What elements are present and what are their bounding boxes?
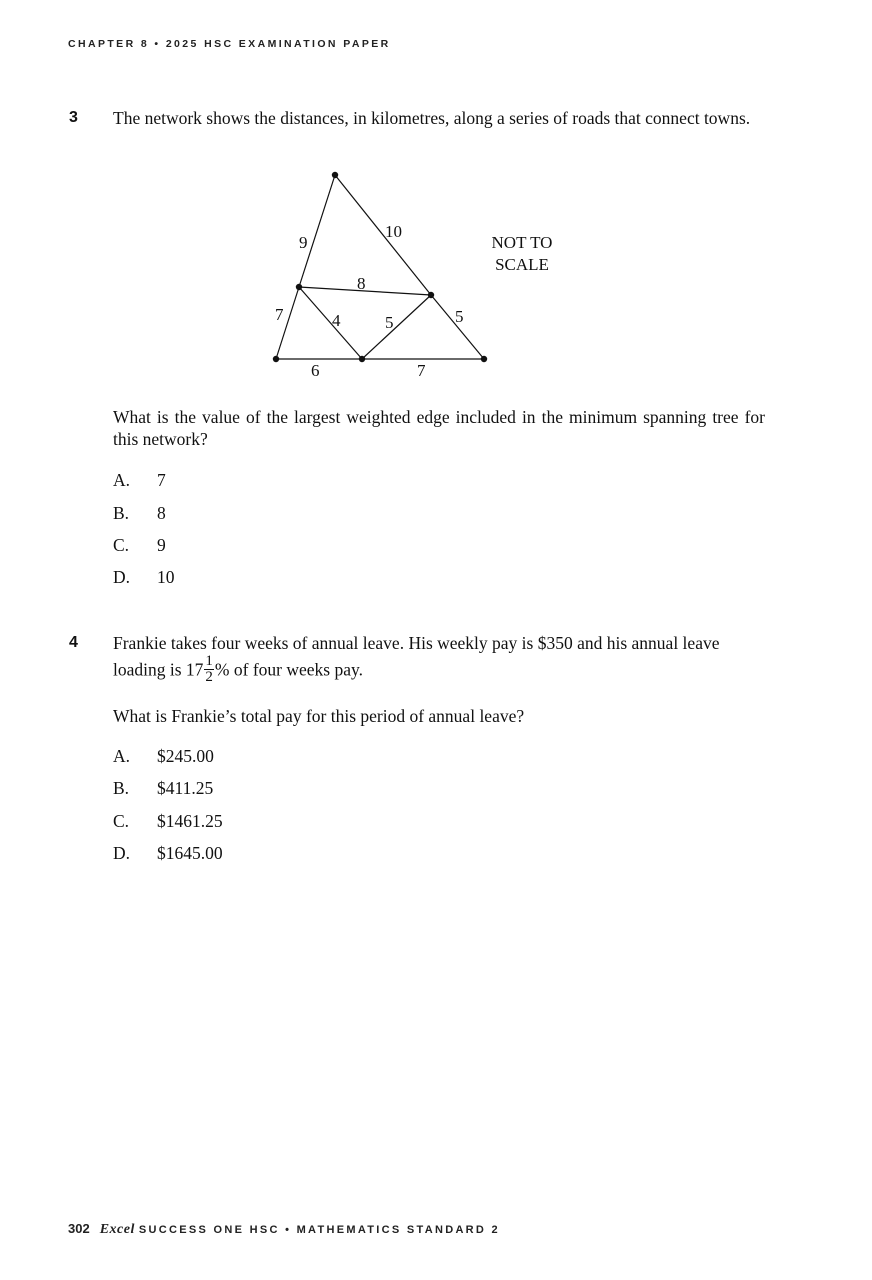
question-4-option-c[interactable]: [113, 811, 223, 832]
node-bottom-middle: [359, 356, 365, 362]
edge-label-middle: 8: [357, 274, 366, 293]
fraction-one-half: $\frac{1}{2}$: [205, 653, 213, 685]
loading-text-after: % of four weeks pay.: [214, 659, 363, 680]
option-label: B.: [113, 778, 130, 798]
not-to-scale-line1: NOT TO: [491, 233, 553, 252]
running-footer: [68, 1221, 500, 1238]
question-3-option-c[interactable]: [113, 535, 166, 556]
option-value: 10: [157, 567, 175, 587]
option-label: D.: [113, 843, 131, 863]
node-bottom-right: [481, 356, 487, 362]
question-3-prompt: What is the value of the largest weighted edge included in the minimum spanning tree for this network?: [113, 407, 765, 449]
edge-label-inner-left: 4: [332, 311, 341, 330]
question-3-option-b[interactable]: [113, 503, 166, 524]
book-title: SUCCESS ONE HSC • MATHEMATICS STANDARD 2: [138, 1224, 500, 1236]
question-3-stem: The network shows the distances, in kilometres, along a series of roads that connect towns.: [113, 108, 751, 128]
page-number: 302: [68, 1221, 90, 1236]
option-label: D.: [113, 567, 131, 587]
loading-text-before: loading is 17: [113, 659, 204, 680]
edge-label-top-right: 10: [385, 222, 402, 241]
edge-label-lower-left: 7: [275, 305, 284, 324]
edge-inner-left: [299, 287, 362, 359]
node-bottom-left: [273, 356, 279, 362]
option-value: $1645.00: [157, 843, 223, 863]
option-label: C.: [113, 811, 130, 831]
option-value: 7: [157, 470, 166, 490]
option-label: C.: [113, 535, 130, 555]
node-right: [428, 292, 434, 298]
network-diagram: [255, 160, 575, 385]
question-3-option-a[interactable]: [113, 470, 166, 491]
edge-top-right: [335, 175, 431, 295]
edge-top-left: [299, 175, 335, 287]
option-label: B.: [113, 503, 130, 523]
node-left: [296, 284, 302, 290]
edge-label-top-left: 9: [299, 233, 308, 252]
question-3-number: 3: [69, 109, 78, 126]
option-value: 9: [157, 535, 166, 555]
option-value: $1461.25: [157, 811, 223, 831]
edge-inner-right: [362, 295, 431, 359]
not-to-scale-line2: SCALE: [495, 255, 549, 274]
question-4-option-d[interactable]: [113, 843, 223, 864]
edge-lower-right: [431, 295, 484, 359]
question-4-option-b[interactable]: [113, 778, 213, 799]
option-value: $411.25: [157, 778, 214, 798]
option-value: 8: [157, 503, 166, 523]
option-label: A.: [113, 470, 131, 490]
edge-label-lower-right: 5: [455, 307, 464, 326]
edge-label-inner-right: 5: [385, 313, 394, 332]
question-4-number: 4: [69, 634, 78, 651]
option-label: A.: [113, 746, 131, 766]
question-4-line1: Frankie takes four weeks of annual leave. His weekly pay is $350 and his annual leave: [113, 633, 720, 653]
question-4-option-a[interactable]: [113, 746, 214, 767]
running-header: CHAPTER 8 • 2025 HSC EXAMINATION PAPER: [68, 38, 391, 50]
question-3-option-d[interactable]: [113, 567, 175, 588]
question-4-prompt: What is Frankie’s total pay for this period of annual leave?: [113, 706, 525, 726]
edge-label-bottom-right: 7: [417, 361, 426, 380]
option-value: $245.00: [157, 746, 214, 766]
brand-logo-text: Excel: [99, 1222, 135, 1237]
node-top: [332, 172, 338, 178]
question-4-line2: [113, 653, 765, 687]
edge-label-bottom-left: 6: [311, 361, 320, 380]
